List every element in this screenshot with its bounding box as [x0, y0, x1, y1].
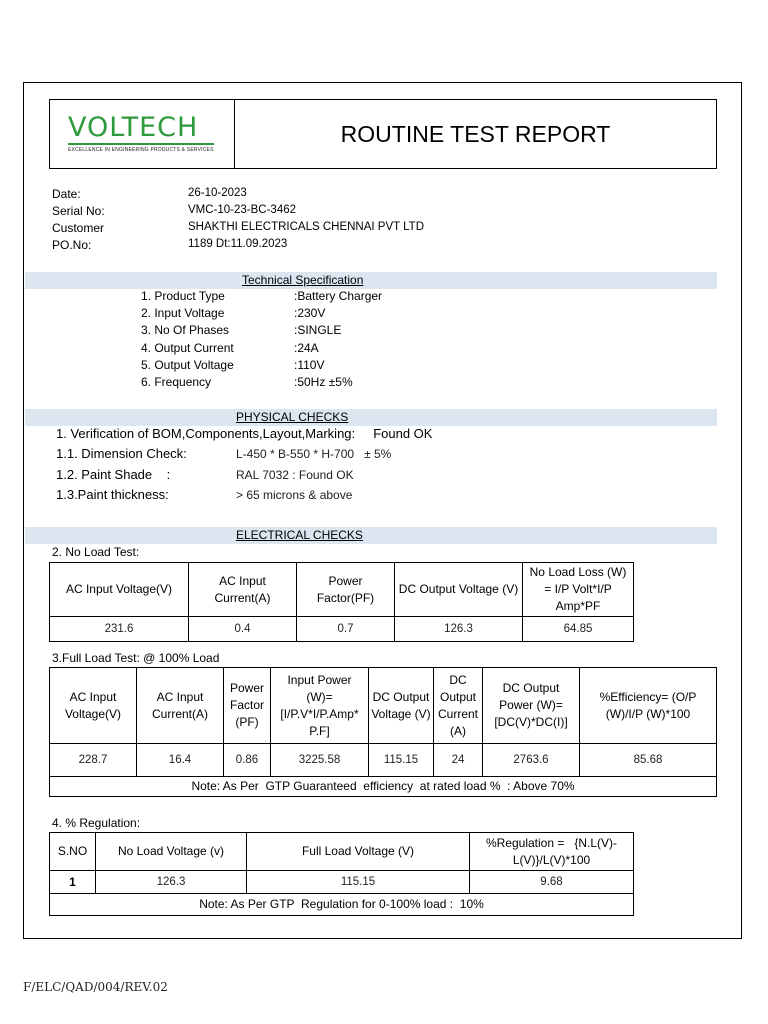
header-cell: DC Output Voltage (V)	[369, 668, 434, 744]
technical-spec-band	[25, 272, 717, 289]
paint-shade-value: RAL 7032 : Found OK	[236, 468, 354, 482]
header-cell: AC Input Voltage(V)	[50, 668, 137, 744]
data-cell: 231.6	[50, 617, 189, 642]
paint-thickness-value: > 65 microns & above	[236, 488, 353, 502]
voltech-logo	[50, 100, 235, 168]
efficiency-note: Note: As Per GTP Guaranteed efficiency at rated load % : Above 70%	[50, 777, 717, 797]
header-cell: Input Power (W)= [I/P.V*I/P.Amp* P.F]	[271, 668, 369, 744]
header-cell: AC Input Current(A)	[189, 563, 297, 617]
regulation-label: 4. % Regulation:	[52, 816, 141, 830]
header-cell: S.NO	[50, 833, 96, 871]
physical-checks-band	[25, 409, 717, 426]
header-cell: %Efficiency= (O/P (W)/I/P (W)*100	[580, 668, 717, 744]
full-load-test-label: 3.Full Load Test: @ 100% Load	[52, 651, 220, 665]
no-load-test-label: 2. No Load Test:	[52, 545, 140, 559]
bom-verification: 1. Verification of BOM,Components,Layout,Marking: Found OK	[56, 426, 433, 441]
table-row	[50, 871, 634, 894]
data-cell: 126.3	[96, 871, 247, 894]
header-cell: Power Factor(PF)	[297, 563, 395, 617]
data-cell: 3225.58	[271, 744, 369, 777]
header-cell: AC Input Current(A)	[137, 668, 224, 744]
table-row	[50, 744, 717, 777]
electrical-checks-band	[25, 527, 717, 544]
header-cell: DC Output Voltage (V)	[395, 563, 523, 617]
data-cell: 2763.6	[483, 744, 580, 777]
data-cell: 64.85	[523, 617, 634, 642]
logo-tagline: EXCELLENCE IN ENGINEERING PRODUCTS & SERVICES	[68, 147, 214, 153]
report-title: ROUTINE TEST REPORT	[340, 120, 611, 147]
header-cell: AC Input Voltage(V)	[50, 563, 189, 617]
table-note-row	[50, 894, 634, 916]
data-cell: 16.4	[137, 744, 224, 777]
header-cell: DC Output Current (A)	[434, 668, 483, 744]
data-cell: 0.86	[224, 744, 271, 777]
table-header-row	[50, 833, 634, 871]
data-cell: 0.7	[297, 617, 395, 642]
table-note-row	[50, 777, 717, 797]
paint-thickness-label: 1.3.Paint thickness:	[56, 487, 169, 502]
dimension-check-value: L-450 * B-550 * H-700 ± 5%	[236, 447, 392, 461]
header-cell: %Regulation = {N.L(V)-L(V)}/L(V)*100	[470, 833, 634, 871]
physical-checks-heading: PHYSICAL CHECKS	[236, 410, 349, 424]
data-cell: 0.4	[189, 617, 297, 642]
header-cell: No Load Loss (W) = I/P Volt*I/P Amp*PF	[523, 563, 634, 617]
data-cell: 228.7	[50, 744, 137, 777]
header-cell: Power Factor (PF)	[224, 668, 271, 744]
data-cell: 126.3	[395, 617, 523, 642]
data-cell: 85.68	[580, 744, 717, 777]
regulation-table	[49, 832, 634, 916]
header-cell: No Load Voltage (v)	[96, 833, 247, 871]
table-header-row	[50, 563, 634, 617]
data-cell: 24	[434, 744, 483, 777]
technical-spec-heading: Technical Specification	[242, 273, 364, 287]
document-code: F/ELC/QAD/004/REV.02	[23, 980, 168, 994]
paint-shade-label: 1.2. Paint Shade :	[56, 467, 171, 482]
table-header-row	[50, 668, 717, 744]
electrical-checks-heading: ELECTRICAL CHECKS	[236, 528, 363, 542]
full-load-test-table	[49, 667, 717, 797]
header-cell: DC Output Power (W)=[DC(V)*DC(I)]	[483, 668, 580, 744]
logo-underline	[68, 143, 214, 145]
header-cell: Full Load Voltage (V)	[247, 833, 470, 871]
report-header	[49, 99, 717, 169]
data-cell: 9.68	[470, 871, 634, 894]
table-row	[50, 617, 634, 642]
logo-wordmark: VOLTECH	[68, 112, 199, 143]
no-load-test-table	[49, 562, 634, 642]
dimension-check-label: 1.1. Dimension Check:	[56, 446, 187, 461]
data-cell: 1	[50, 871, 96, 894]
data-cell: 115.15	[369, 744, 434, 777]
data-cell: 115.15	[247, 871, 470, 894]
regulation-note: Note: As Per GTP Regulation for 0-100% load : 10%	[50, 894, 634, 916]
